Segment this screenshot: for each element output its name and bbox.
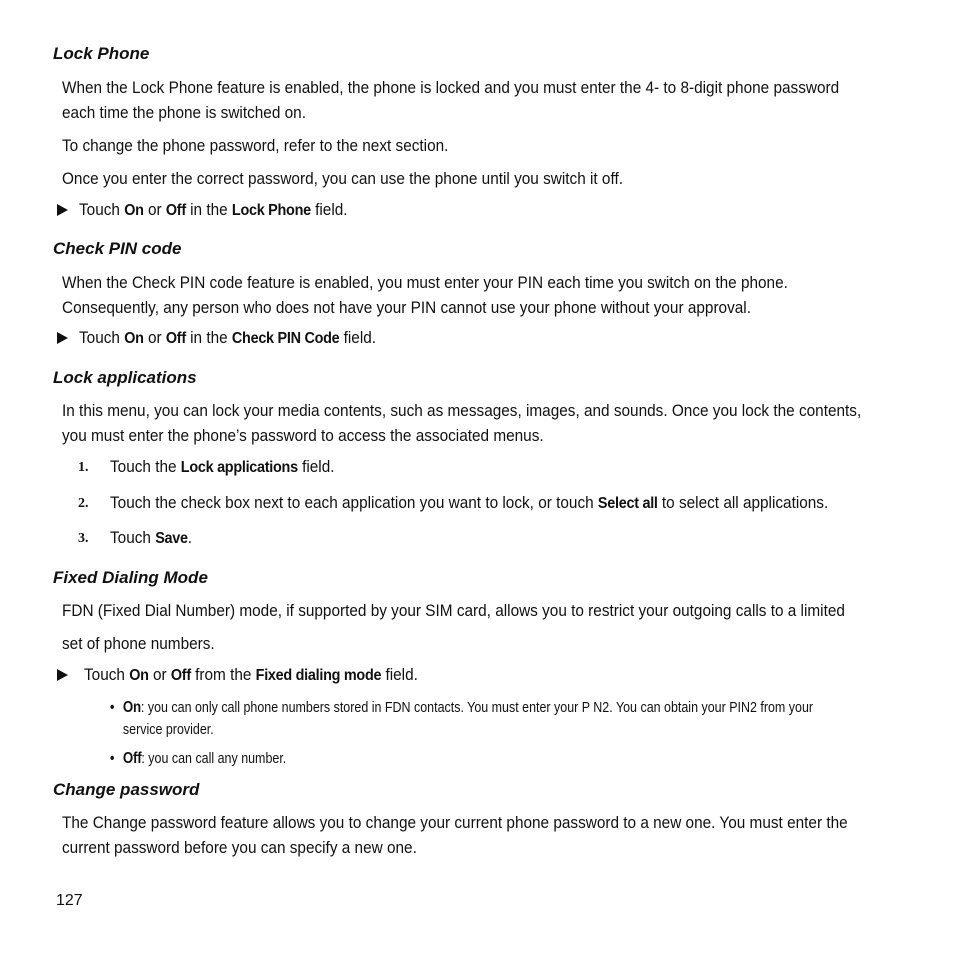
step-number: 3. <box>78 531 89 546</box>
fdn-bullet-off: • Off: you can call any number. <box>110 748 286 770</box>
lock-phone-line-2: each time the phone is switched on. <box>62 104 306 122</box>
change-password-line-1: The Change password feature allows you to change your current phone password to a new one. You must enter the <box>62 814 848 832</box>
lock-apps-step-3: Touch Save. <box>110 529 193 547</box>
triangle-bullet-icon <box>57 332 68 344</box>
triangle-bullet-icon <box>57 669 68 681</box>
heading-change-password: Change password <box>53 780 200 799</box>
lock-apps-line-1: In this menu, you can lock your media contents, such as messages, images, and sounds. Once you lock the contents, <box>62 402 862 420</box>
change-password-line-2: current password before you can specify a new one. <box>62 839 417 857</box>
fdn-line-1: FDN (Fixed Dial Number) mode, if supported by your SIM card, allows you to restrict your outgoing calls to a limited <box>62 602 845 620</box>
triangle-bullet-icon <box>57 204 68 216</box>
heading-fixed-dialing-mode: Fixed Dialing Mode <box>53 568 208 587</box>
check-pin-paragraph <box>62 271 862 321</box>
lock-phone-step: Touch On or Off in the Lock Phone field. <box>57 199 368 222</box>
lock-apps-paragraph <box>62 399 862 449</box>
step-number: 2. <box>78 496 89 511</box>
step-number: 1. <box>78 460 89 475</box>
heading-lock-applications: Lock applications <box>53 368 197 387</box>
lock-phone-paragraph-2: To change the phone password, refer to the next section. <box>62 137 449 155</box>
fdn-paragraph <box>62 599 862 624</box>
heading-check-pin: Check PIN code <box>53 239 182 258</box>
bullet-dot: • <box>110 700 115 716</box>
change-password-paragraph <box>62 811 862 861</box>
fdn-line-2: set of phone numbers. <box>62 635 215 653</box>
lock-phone-line-1: When the Lock Phone feature is enabled, the phone is locked and you must enter the 4- to 8-digit phone password <box>62 79 840 97</box>
lock-apps-line-2: you must enter the phone’s password to access the associated menus. <box>62 427 544 445</box>
fdn-bullet-on: • On: you can only call phone numbers stored in FDN contacts. You must enter your P N2. You can obtain your PIN2 from your service provider. <box>110 699 814 738</box>
check-pin-line-1: When the Check PIN code feature is enabled, you must enter your PIN each time you switch on the phone. <box>62 274 788 292</box>
lock-phone-paragraph-3: Once you enter the correct password, you can use the phone until you switch it off. <box>62 170 623 188</box>
fdn-step: Touch On or Off from the Fixed dialing mode field. <box>57 664 443 687</box>
check-pin-step: Touch On or Off in the Check PIN Code field. <box>57 327 398 350</box>
lock-apps-step-1: Touch the Lock applications field. <box>110 458 335 476</box>
bullet-dot: • <box>110 751 115 767</box>
page-number: 127 <box>56 892 83 909</box>
fdn-paragraph-cont <box>62 632 862 657</box>
heading-lock-phone: Lock Phone <box>53 44 150 63</box>
lock-phone-paragraph-1 <box>62 76 862 126</box>
check-pin-line-2: Consequently, any person who does not have your PIN cannot use your phone without your approval. <box>62 299 751 317</box>
lock-apps-step-2: Touch the check box next to each application you want to lock, or touch Select all to select all applications. <box>110 494 829 512</box>
